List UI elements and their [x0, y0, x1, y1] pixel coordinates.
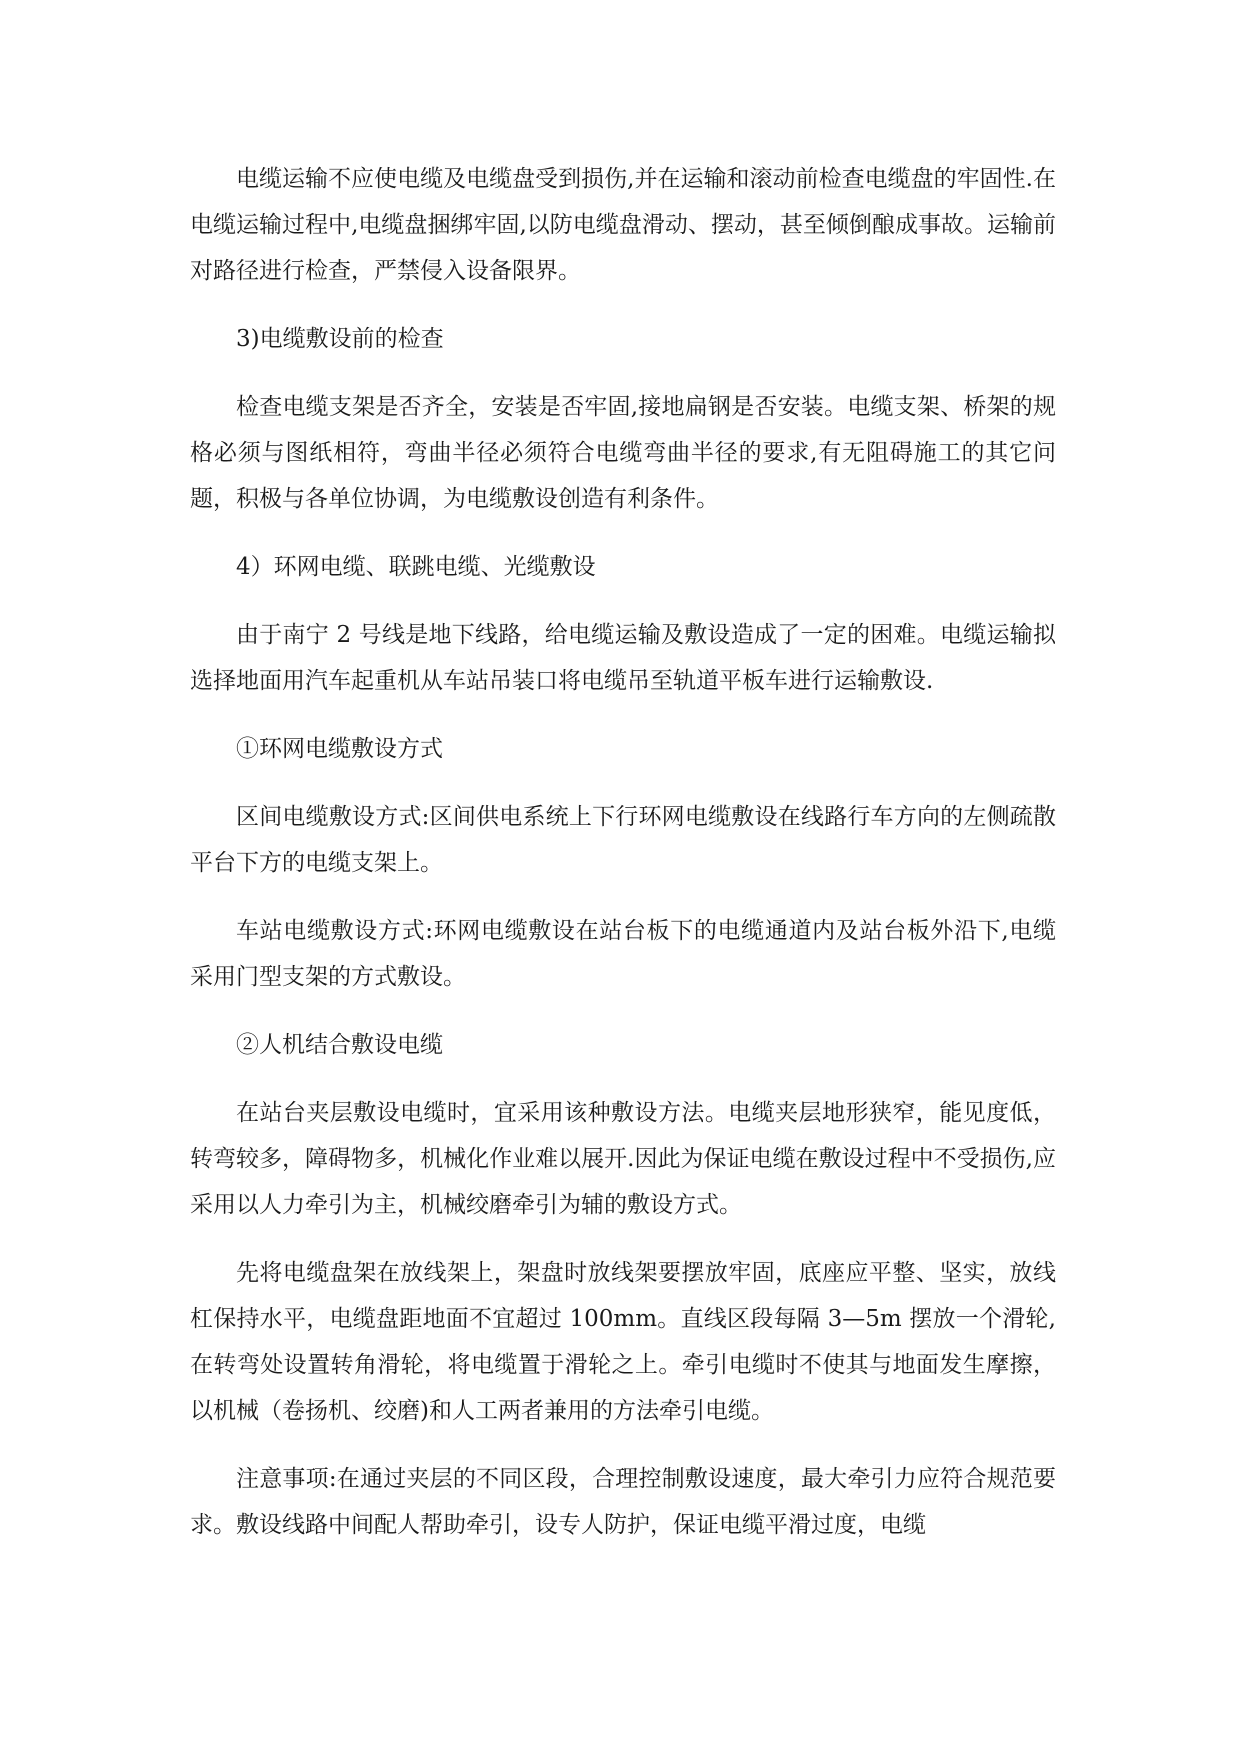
document-body — [190, 156, 1056, 1548]
paragraph-nanning-line-2: 由于南宁 2 号线是地下线路，给电缆运输及敷设造成了一定的困难。电缆运输拟选择地面用汽车起重机从车站吊装口将电缆吊至轨道平板车进行运输敷设. — [190, 622, 1056, 694]
paragraph-cable-transport: 电缆运输不应使电缆及电缆盘受到损伤,并在运输和滚动前检查电缆盘的牢固性.在电缆运输过程中,电缆盘捆绑牢固,以防电缆盘滑动、摆动，甚至倾倒酿成事故。运输前对路径进行检查，严禁侵入设备限界。 — [190, 166, 1056, 284]
paragraph-section-laying: 区间电缆敷设方式:区间供电系统上下行环网电缆敷设在线路行车方向的左侧疏散平台下方的电缆支架上。 — [190, 804, 1056, 876]
paragraph-reel-setup: 先将电缆盘架在放线架上，架盘时放线架要摆放牢固，底座应平整、坚实，放线杠保持水平，电缆盘距地面不宜超过 100mm。直线区段每隔 3—5m 摆放一个滑轮,在转弯处设置转角滑轮，将电缆置于滑轮之上。牵引电缆时不使其与地面发生摩擦，以机械（卷扬机、绞磨)和人工两者兼用的方法牵引电缆。 — [190, 1260, 1056, 1424]
heading-manual-machine-laying: ②人机结合敷设电缆 — [236, 1032, 443, 1058]
paragraph-mezzanine-laying: 在站台夹层敷设电缆时，宜采用该种敷设方法。电缆夹层地形狭窄，能见度低，转弯较多，障碍物多，机械化作业难以展开.因此为保证电缆在敷设过程中不受损伤,应采用以人力牵引为主，机械绞磨牵引为辅的敷设方式。 — [190, 1100, 1056, 1218]
heading-ring-network-cable-laying: 4）环网电缆、联跳电缆、光缆敷设 — [236, 554, 596, 580]
paragraph-precautions: 注意事项:在通过夹层的不同区段，合理控制敷设速度，最大牵引力应符合规范要求。敷设线路中间配人帮助牵引，设专人防护，保证电缆平滑过度，电缆 — [190, 1466, 1056, 1538]
paragraph-bracket-inspection: 检查电缆支架是否齐全，安装是否牢固,接地扁钢是否安装。电缆支架、桥架的规格必须与图纸相符，弯曲半径必须符合电缆弯曲半径的要求,有无阻碍施工的其它问题，积极与各单位协调，为电缆敷设创造有利条件。 — [190, 394, 1056, 512]
paragraph-station-laying: 车站电缆敷设方式:环网电缆敷设在站台板下的电缆通道内及站台板外沿下,电缆采用门型支架的方式敷设。 — [190, 918, 1056, 990]
heading-pre-laying-inspection: 3)电缆敷设前的检查 — [236, 326, 444, 352]
heading-ring-cable-method: ①环网电缆敷设方式 — [236, 736, 443, 762]
